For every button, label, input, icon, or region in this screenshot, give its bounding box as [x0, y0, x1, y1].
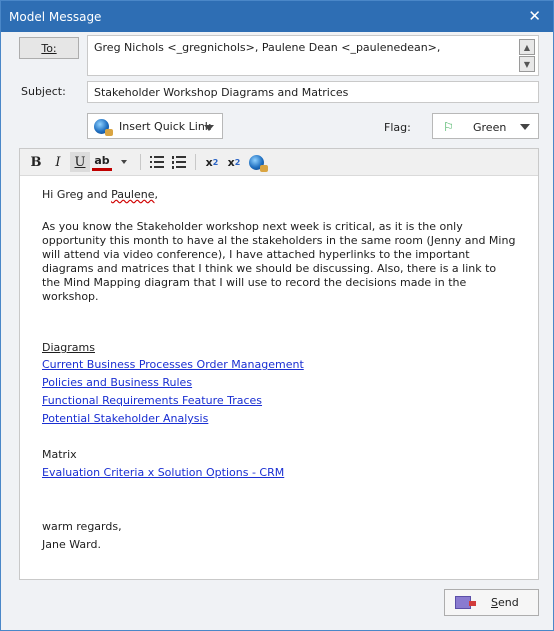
to-button[interactable]	[19, 37, 79, 59]
flag-icon: ⚐	[443, 120, 454, 134]
italic-button[interactable]: I	[55, 154, 61, 170]
bold-button[interactable]: B	[30, 154, 42, 170]
chevron-down-icon	[520, 124, 530, 130]
diagram-link[interactable]: Policies and Business Rules	[42, 376, 193, 389]
send-icon	[455, 596, 471, 609]
scroll-up-icon[interactable]: ▲	[519, 39, 535, 55]
flag-select[interactable]	[432, 113, 539, 139]
subscript-exp: 2	[234, 157, 241, 167]
subscript-button[interactable]	[224, 152, 244, 172]
subscript-base: x	[227, 155, 235, 169]
greeting	[42, 188, 516, 202]
diagrams-heading: Diagrams	[42, 341, 95, 354]
chevron-down-icon	[121, 160, 127, 164]
toolbar-divider	[140, 154, 141, 170]
format-toolbar	[20, 149, 538, 176]
superscript-exp: 2	[212, 157, 219, 167]
message-editor[interactable]	[19, 148, 539, 580]
diagram-link[interactable]: Potential Stakeholder Analysis	[42, 412, 209, 425]
globe-link-icon	[94, 119, 109, 134]
message-body[interactable]	[20, 176, 538, 554]
to-field[interactable]	[87, 35, 539, 76]
window-title: Model Message	[9, 9, 102, 24]
bullet-list-icon	[150, 156, 164, 168]
flag-value: Green	[473, 121, 507, 134]
underline-button[interactable]: U	[70, 152, 90, 172]
greeting-suffix: ,	[154, 188, 158, 201]
to-button-label: To:	[41, 41, 57, 55]
send-button-label	[491, 596, 519, 609]
closing: warm regards,	[42, 520, 122, 533]
diagram-link[interactable]: Current Business Processes Order Management	[42, 358, 304, 371]
greeting-prefix: Hi Greg and	[42, 188, 112, 201]
chevron-down-icon	[204, 125, 214, 131]
signature: Jane Ward.	[42, 538, 101, 551]
superscript-base: x	[205, 155, 213, 169]
numbered-list-button[interactable]	[169, 152, 189, 172]
toolbar-divider	[195, 154, 196, 170]
send-button[interactable]	[444, 589, 539, 616]
subject-label: Subject:	[21, 85, 66, 98]
insert-hyperlink-button[interactable]	[246, 152, 266, 172]
send-label-rest: end	[497, 596, 519, 609]
send-label-first: S	[491, 596, 498, 609]
matrix-link[interactable]: Evaluation Criteria x Solution Options - CRM	[42, 466, 285, 479]
title-bar	[1, 1, 553, 32]
font-color-dropdown[interactable]	[114, 152, 134, 172]
superscript-button[interactable]	[202, 152, 222, 172]
close-icon[interactable]: ✕	[528, 7, 541, 25]
insert-quick-link-button[interactable]	[87, 113, 223, 139]
numbered-list-icon	[172, 156, 186, 168]
subject-input[interactable]	[87, 81, 539, 103]
message-paragraph: As you know the Stakeholder workshop next week is critical, as it is the only opportunity this month to have al the stakeholders in the same room (Jenny and Ming will attend via video conference), I have attached hyperlinks to the important diagrams and matrices that I think we should be discussing. Also, there is a link to the Mind Mapping diagram that I will use to record the decisions made in the workshop.	[42, 220, 516, 303]
bullet-list-button[interactable]	[147, 152, 167, 172]
flag-label: Flag:	[384, 121, 411, 134]
greeting-name: Paulene	[111, 188, 155, 201]
to-recipients: Greg Nichols <_gregnichols>, Paulene Dean <_paulenedean>,	[94, 41, 441, 54]
matrix-heading: Matrix	[42, 448, 77, 461]
font-color-button[interactable]: ab	[92, 154, 112, 171]
scroll-down-icon[interactable]: ▼	[519, 56, 535, 72]
diagram-link[interactable]: Functional Requirements Feature Traces	[42, 394, 263, 407]
insert-quick-link-label: Insert Quick Link	[119, 119, 212, 133]
globe-link-icon	[249, 155, 264, 170]
